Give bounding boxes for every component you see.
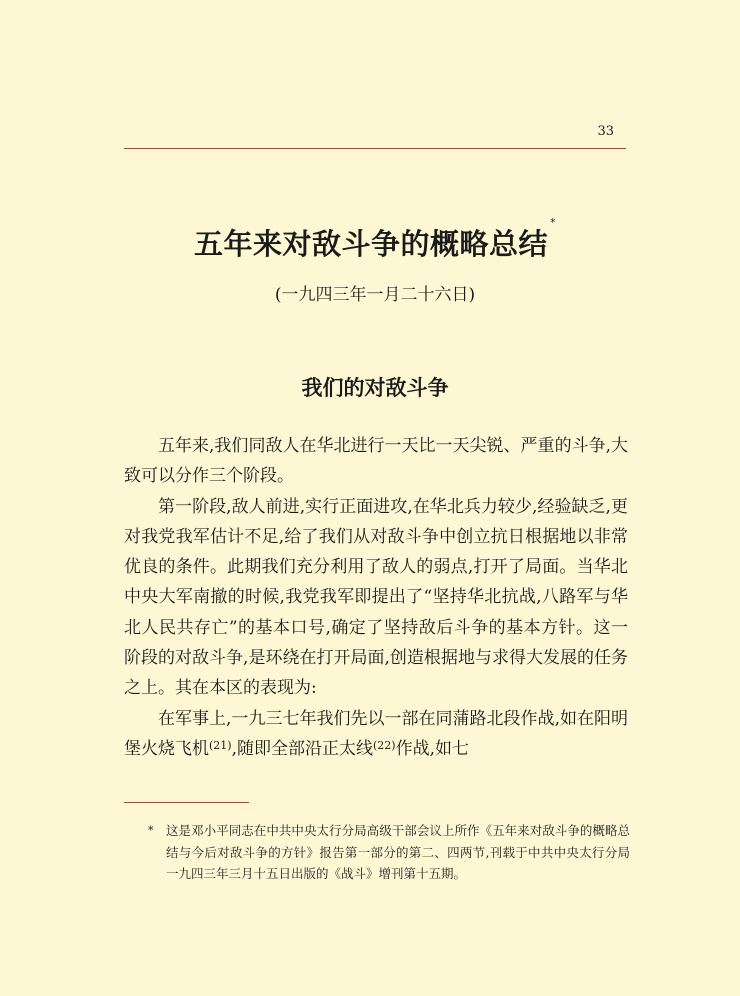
article-date: (一九四三年一月二十六日) [274,285,476,305]
endnote-ref-22: (22) [373,738,396,752]
paragraph-1: 五年来,我们同敌人在华北进行一天比一天尖锐、严重的斗争,大致可以分作三个阶段。 [124,436,628,487]
article-title-text: 五年来对敌斗争的概略总结 [193,227,548,261]
section-heading: 我们的对敌斗争 [301,376,449,400]
footnote-mark: * [148,824,154,837]
footnote-rule [124,802,249,803]
footnote-text: 这是邓小平同志在中共中央太行分局高级干部会议上所作《五年来对敌斗争的概略总结与今后对敌斗争的方针》报告第一部分的第二、四两节,刊载于中共中央太行分局一九四三年三月十五日出版的《战斗》增刊第十五期。 [166,823,630,881]
article-title [124,216,626,263]
paragraph-3-text-2: ,随即全部沿正太线 [231,738,373,759]
endnote-ref-21: (21) [209,738,232,752]
title-footnote-mark: * [550,216,556,229]
body-text [124,431,628,764]
header-rule [124,148,626,149]
paragraph-3-text-3: 作战,如七 [395,738,469,759]
paragraph-3 [124,704,628,765]
page-number: 33 [597,124,614,139]
paragraph-2: 第一阶段,敌人前进,实行正面进攻,在华北兵力较少,经验缺乏,更对我党我军估计不足,给了我们从对敌斗争中创立抗日根据地以非常优良的条件。此期我们充分利用了敌人的弱点,打开了局面。当华北中央大军南撤的时候,我党我军即提出了“坚持华北抗战,八路军与华北人民共存亡”的基本口号,确定了坚持敌后斗争的基本方针。这一阶段的对敌斗争,是环绕在打开局面,创造根据地与求得大发展的任务之上。其在本区的表现为: [124,496,628,699]
paragraph-3-text-1: 在军事上,一九三七年我们先以一部在同蒲路北段作战,如在阳明堡火烧飞机 [124,708,628,759]
footnote [148,820,630,885]
